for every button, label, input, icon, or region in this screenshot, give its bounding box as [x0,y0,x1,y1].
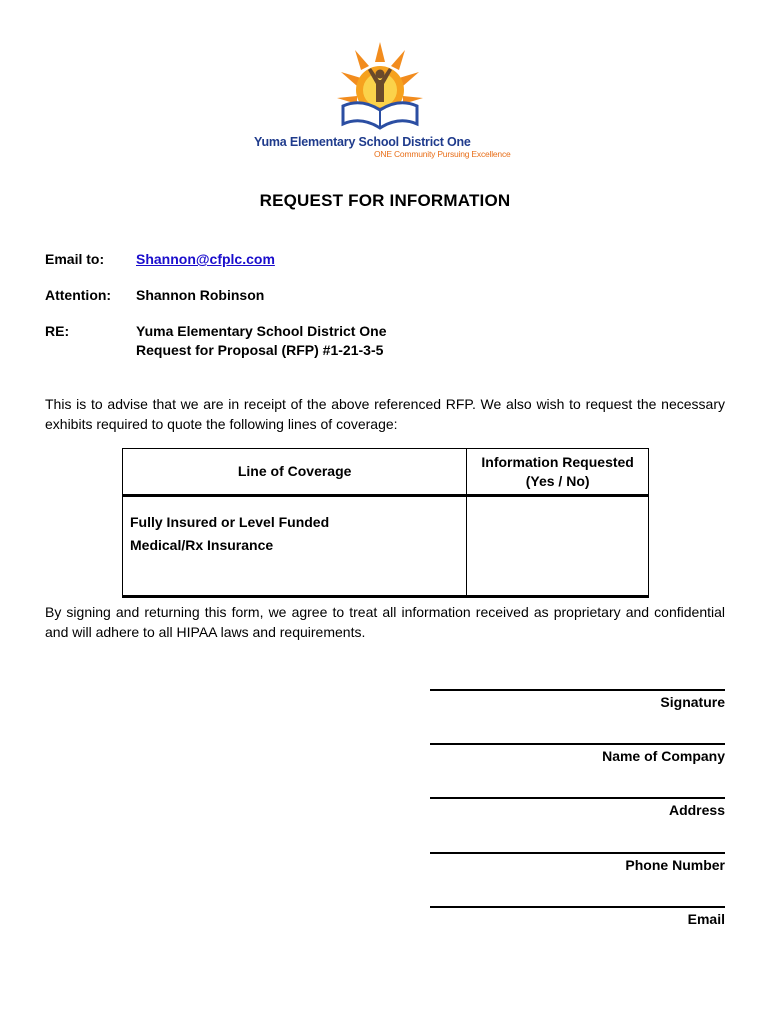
coverage-line-1: Fully Insured or Level Funded [130,514,330,530]
signature-line[interactable]: Signature [430,689,725,710]
info-requested-cell[interactable] [467,496,649,597]
intro-paragraph: This is to advise that we are in receipt of the above referenced RFP. We also wish to request the necessary exhibits required to quote the following lines of coverage: [45,396,725,432]
sun-book-logo-icon [335,40,425,135]
email-to-label: Email to: [45,251,105,267]
company-name-line[interactable]: Name of Company [430,743,725,764]
logo-tagline: ONE Community Pursuing Excellence [374,149,511,159]
coverage-table [122,448,649,598]
coverage-cell [123,496,467,597]
col-header-info-requested [467,449,649,496]
re-line-2: Request for Proposal (RFP) #1-21-3-5 [136,342,384,358]
re-label: RE: [45,323,70,339]
attention-value: Shannon Robinson [136,287,265,303]
re-line-1: Yuma Elementary School District One [136,323,387,339]
col-header-info-line-2: (Yes / No) [525,472,590,489]
table-row [123,496,649,597]
email-line[interactable]: Email [430,906,725,927]
address-line[interactable]: Address [430,797,725,818]
document-title: REQUEST FOR INFORMATION [259,191,511,210]
logo-district-name: Yuma Elementary School District One [254,135,471,149]
coverage-line-2: Medical/Rx Insurance [130,537,274,553]
col-header-info-line-1: Information Requested [481,453,634,470]
re-value [136,322,387,360]
attention-label: Attention: [45,287,112,303]
col-header-line-of-coverage: Line of Coverage [123,449,467,496]
phone-number-line[interactable]: Phone Number [430,852,725,873]
district-logo [250,40,530,165]
agreement-paragraph: By signing and returning this form, we agree to treat all information received as proprietary and confidential and will adhere to all HIPAA laws and requirements. [45,604,725,640]
email-link[interactable]: Shannon@cfplc.com [136,251,275,267]
